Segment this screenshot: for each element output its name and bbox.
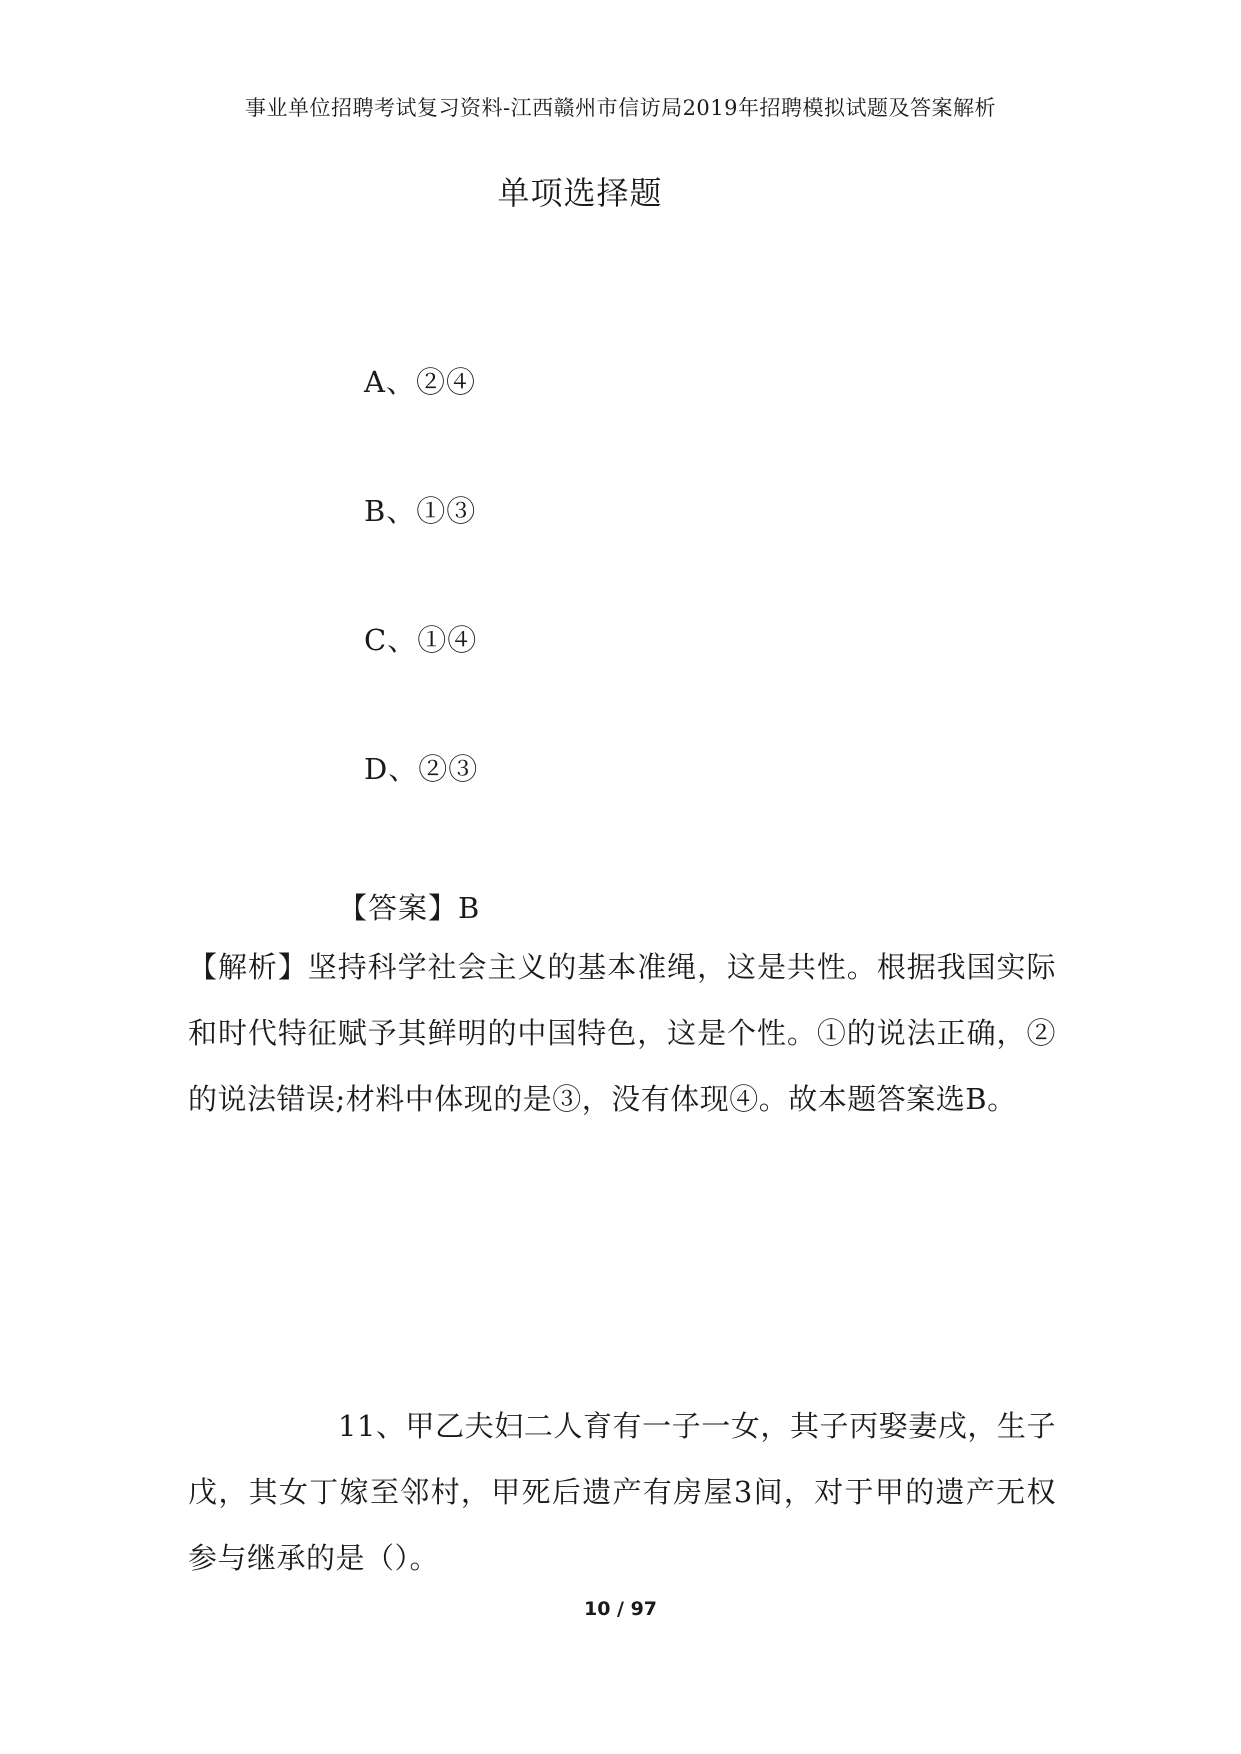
option-c: C、①④ [364, 623, 478, 657]
page-number: 10 / 97 [583, 1598, 658, 1620]
page-header: 事业单位招聘考试复习资料-江西赣州市信访局2019年招聘模拟试题及答案解析 [244, 96, 997, 120]
question-paragraph [188, 1393, 1056, 1591]
question-text: 11、甲乙夫妇二人育有一子一女，其子丙娶妻戌，生子戊，其女丁嫁至邻村，甲死后遗产有房屋3间，对于甲的遗产无权参与继承的是（）。 [188, 1409, 1056, 1575]
option-d: D、②③ [364, 752, 479, 786]
option-b: B、①③ [364, 494, 477, 528]
analysis-paragraph: 【解析】坚持科学社会主义的基本准绳，这是共性。根据我国实际和时代特征赋予其鲜明的中国特色，这是个性。①的说法正确，②的说法错误;材料中体现的是③，没有体现④。故本题答案选B。 [188, 950, 1056, 1116]
answer-line: 【答案】B [338, 891, 481, 925]
section-title: 单项选择题 [497, 174, 663, 212]
option-a: A、②④ [364, 365, 476, 399]
